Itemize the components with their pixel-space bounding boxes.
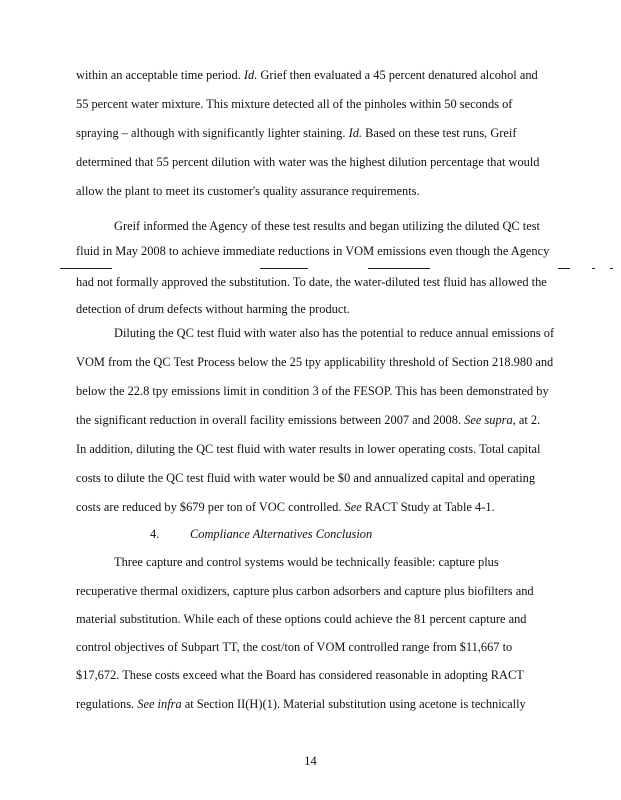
p4-line-2: recuperative thermal oxidizers, capture plus carbon adsorbers and capture plus biofilters and [76, 584, 534, 598]
p3-line-2: VOM from the QC Test Process below the 25 tpy applicability threshold of Section 218.980 and [76, 355, 554, 369]
p4-line-4: control objectives of Subpart TT, the cost/ton of VOM controlled range from $11,667 to [76, 640, 513, 654]
p4-line-3: material substitution. While each of these options could achieve the 81 percent capture and [76, 612, 527, 626]
section-title: Compliance Alternatives Conclusion [190, 527, 373, 541]
p3-line-4: the significant reduction in overall facility emissions between 2007 and 2008. See supra, at 2. [76, 413, 541, 427]
p3-line-1: Diluting the QC test fluid with water also has the potential to reduce annual emissions of [114, 326, 555, 340]
p4-line-6: regulations. See infra at Section II(H)(1). Material substitution using acetone is technically [76, 697, 526, 711]
section-number: 4. [150, 527, 160, 541]
p1-line-2: 55 percent water mixture. This mixture detected all of the pinholes within 50 seconds of [76, 97, 513, 111]
p2-line-2: fluid in May 2008 to achieve immediate reductions in VOM emissions even though the Agency [76, 244, 550, 258]
p1-line-5: allow the plant to meet its customer's quality assurance requirements. [76, 184, 420, 198]
p3-line-5: In addition, diluting the QC test fluid with water results in lower operating costs. Total capital [76, 442, 541, 456]
p1-line-1: within an acceptable time period. Id. Grief then evaluated a 45 percent denatured alcohol and [76, 68, 538, 82]
p3-line-3: below the 22.8 tpy emissions limit in condition 3 of the FESOP. This has been demonstrated by [76, 384, 549, 398]
p4-line-1: Three capture and control systems would be technically feasible: capture plus [114, 555, 499, 569]
redline-mark [610, 268, 613, 269]
p4-line-5: $17,672. These costs exceed what the Board has considered reasonable in adopting RACT [76, 668, 524, 682]
p2-line-4: detection of drum defects without harming the product. [76, 302, 350, 316]
p2-line-1: Greif informed the Agency of these test results and began utilizing the diluted QC test [114, 219, 540, 233]
redline-mark [260, 268, 308, 269]
p2-line-3: had not formally approved the substitution. To date, the water-diluted test fluid has allowed the [76, 275, 547, 289]
redline-mark [558, 268, 570, 269]
p3-line-7: costs are reduced by $679 per ton of VOC controlled. See RACT Study at Table 4-1. [76, 500, 495, 514]
p3-line-6: costs to dilute the QC test fluid with water would be $0 and annualized capital and operating [76, 471, 536, 485]
redline-mark [60, 268, 112, 269]
p1-line-3: spraying – although with significantly lighter staining. Id. Based on these test runs, Greif [76, 126, 517, 140]
redline-mark [368, 268, 430, 269]
page-number: 14 [304, 754, 317, 768]
p1-line-4: determined that 55 percent dilution with water was the highest dilution percentage that would [76, 155, 540, 169]
redline-mark [592, 268, 595, 269]
